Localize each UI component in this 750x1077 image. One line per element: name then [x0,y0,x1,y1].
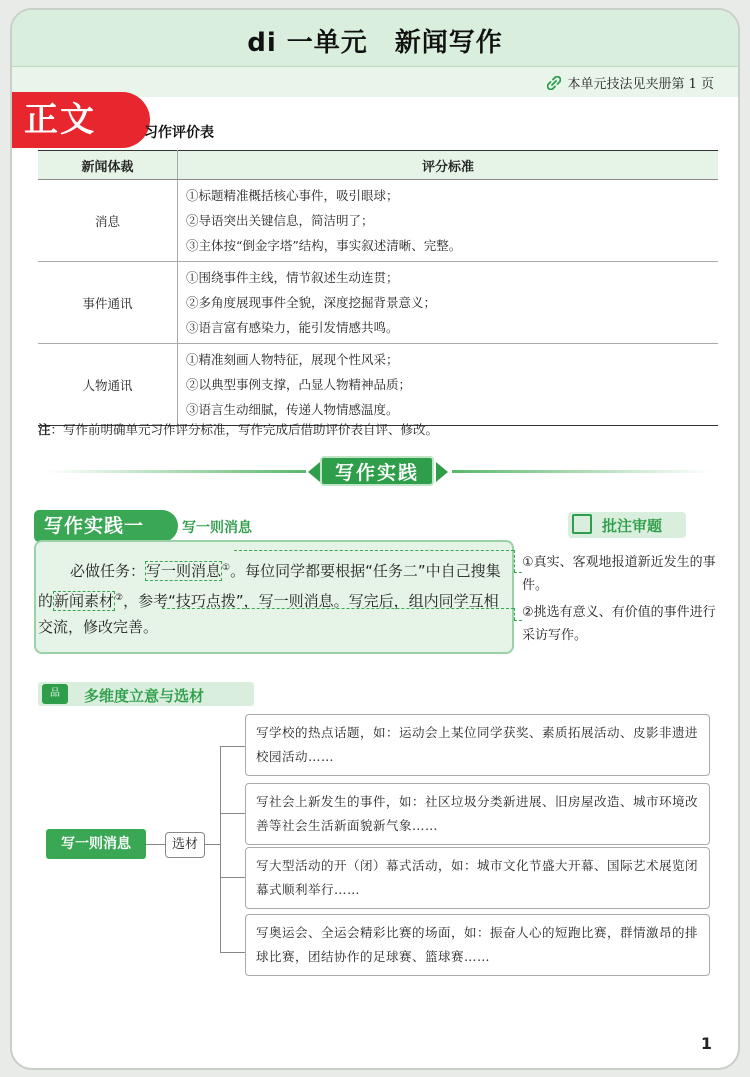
criterion: ②导语突出关键信息，简洁明了； [186,213,374,228]
leader-line-2b [514,620,522,621]
highlight-1: 写一则消息 [146,562,222,580]
evaluation-table [38,150,718,426]
eval-table-title: 习作评价表 [144,125,214,141]
banner-divider-right [452,470,712,473]
practice-one-subtitle: 写一则消息 [182,520,252,536]
highlight-2: 新闻素材 [54,591,115,610]
section-tag: 正文 [10,92,150,148]
criterion: ③语言生动细腻，传递人物情感温度。 [186,402,399,417]
task-middle: 。每位同学都要根据“任务二”中自己搜集的 [38,562,501,610]
leader-line-1b [514,572,522,573]
practice-banner: 写作实践 [320,456,434,486]
arrow-left-icon [308,462,320,482]
table-header-row [38,151,718,180]
page [10,8,740,1070]
annotation-title: 批注审题 [602,517,663,535]
mark-2: ② [115,592,124,603]
criterion: ②多角度展现事件全貌，深度挖掘背景意义； [186,295,437,310]
criterion: ①精准刻画人物特征，展现个性风采； [186,352,399,367]
technique-reference [547,73,714,92]
connector [146,844,165,845]
connector [220,746,245,747]
table-row [38,180,718,262]
criterion: ①标题精准概括核心事件，吸引眼球； [186,188,399,203]
connector [220,877,245,878]
mindmap-leaf: 写学校的热点话题，如：运动会上某位同学获奖、素质拓展活动、皮影非遗进校园活动…… [245,714,710,776]
practice-one-label: 写作实践一 [34,510,178,542]
task-tail: ，参考“技巧点拨”，写一则消息。写完后，组内同学互相交流，修改完善。 [38,591,499,636]
criterion: ③主体按“倒金字塔”结构，事实叙述清晰、完整。 [186,238,462,253]
mindmap-title: 多维度立意与选材 [84,687,205,705]
mindmap-mid: 选材 [165,832,205,858]
note-label: 注 [38,422,51,437]
pencil-note-icon [572,514,592,534]
connector [204,844,220,845]
mindmap-leaf: 写奥运会、全运会精彩比赛的场面，如：振奋人心的短跑比赛，群情激昂的排球比赛，团结协作的足球赛、篮球赛…… [245,914,710,976]
unit-header [12,10,738,66]
connector [220,813,245,814]
banner-divider-left [46,470,306,473]
criteria-cell [178,344,719,426]
criteria-cell [178,262,719,344]
criterion: ③语言富有感染力，能引发情感共鸣。 [186,320,399,335]
mindmap-leaf: 写社会上新发生的事件，如：社区垃圾分类新进展、旧房屋改造、城市环境改善等社会生活新面貌新气象…… [245,783,710,845]
connector [220,746,221,952]
table-note [38,420,438,438]
leader-line-1v [514,550,515,572]
link-icon [547,76,561,90]
criterion: ①围绕事件主线，情节叙述生动连贯； [186,270,399,285]
leader-line-1 [234,550,514,551]
arrow-right-icon [436,462,448,482]
mindmap-root: 写一则消息 [46,829,146,859]
criterion: ②以典型事例支撑，凸显人物精神品质； [186,377,412,392]
table-row [38,344,718,426]
page-number: 1 [700,1034,712,1053]
genre-cell: 人物通讯 [38,344,178,426]
mindmap-icon: 品 [42,684,68,704]
mark-1: ① [222,563,231,573]
note-text: ：写作前明确单元习作评分标准，写作完成后借助评价表自评、修改。 [50,422,439,437]
mindmap-leaf: 写大型活动的开（闭）幕式活动，如：城市文化节盛大开幕、国际艺术展览闭幕式顺利举行…… [245,847,710,909]
criteria-cell [178,180,719,262]
col-criteria-header: 评分标准 [178,151,719,180]
leader-line-2 [162,608,514,609]
col-genre-header: 新闻体裁 [38,151,178,180]
task-text [38,555,510,641]
genre-cell: 消息 [38,180,178,262]
genre-cell: 事件通讯 [38,262,178,344]
annotation-item: ②挑选有意义、有价值的事件进行采访写作。 [522,605,716,643]
task-lead: 必做任务： [70,562,146,580]
table-row [38,262,718,344]
technique-reference-text: 本单元技法见夹册第 1 页 [567,77,714,92]
unit-title: di 一单元 新闻写作 [247,28,503,58]
annotation-item: ①真实、客观地报道新近发生的事件。 [522,555,716,593]
connector [220,952,245,953]
leader-line-2v [514,608,515,620]
